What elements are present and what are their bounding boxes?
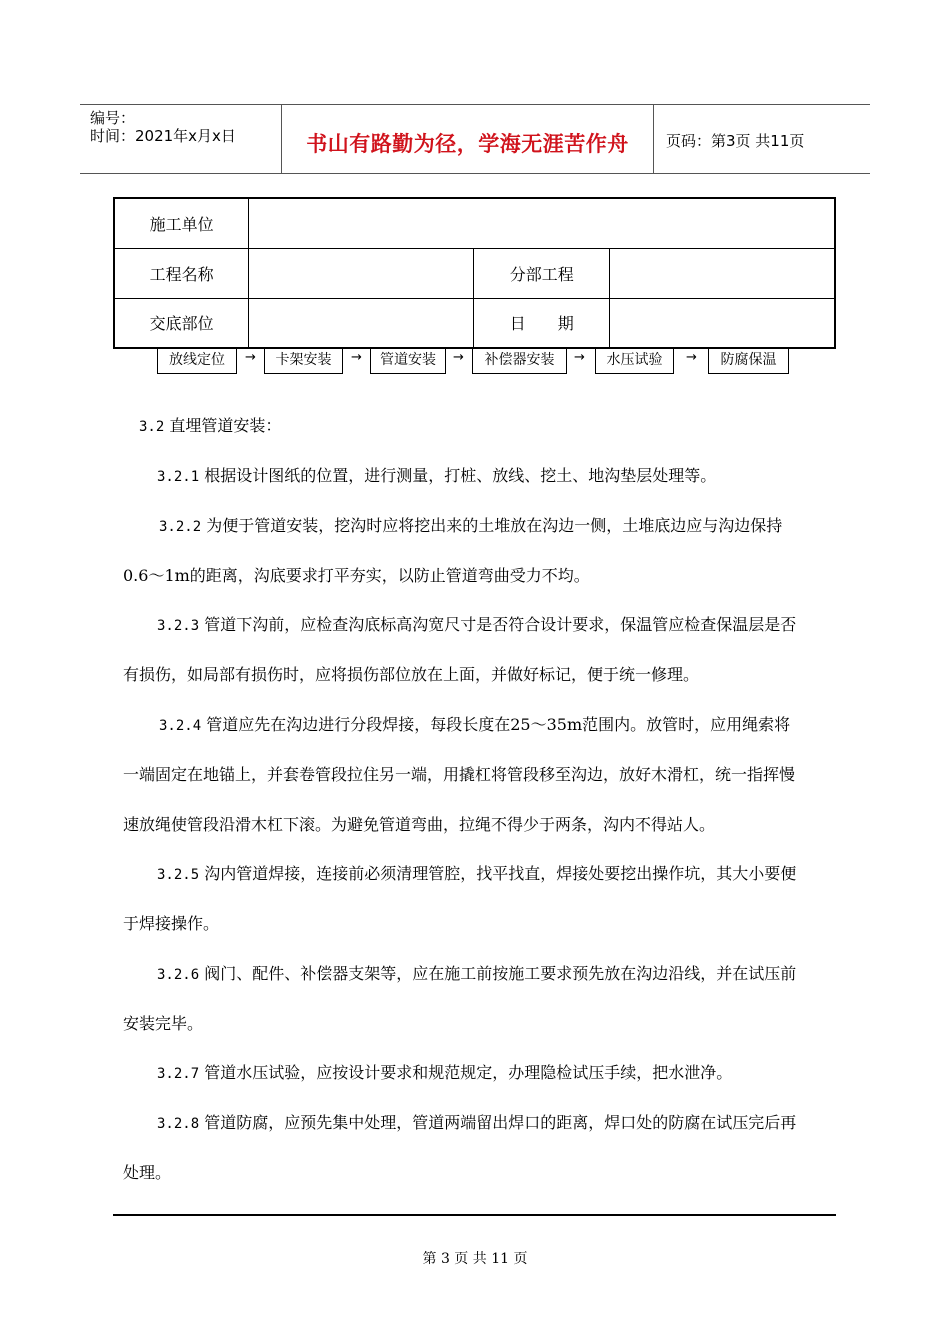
table-row xyxy=(114,198,835,248)
arrow-icon: → xyxy=(453,350,464,365)
header-page-label: 页码：第3页 共11页 xyxy=(666,132,805,150)
paragraph-3-2-4: 3.2.4 管道应先在沟边进行分段焊接，每段长度在25～35m范围内。放管时，应用绳索将 xyxy=(159,715,791,734)
header-motto-cell xyxy=(282,105,654,173)
paragraph-3-2-6: 3.2.6 阀门、配件、补偿器支架等，应在施工前按施工要求预先放在沟边沿线，并在试压前 xyxy=(157,964,797,983)
paragraph-3-2-3: 3.2.3 管道下沟前，应检查沟底标高沟宽尺寸是否符合设计要求，保温管应检查保温层是否 xyxy=(157,615,797,634)
paragraph-3-2-1: 3.2.1 根据设计图纸的位置，进行测量，打桩、放线、挖土、地沟垫层处理等。 xyxy=(157,466,717,485)
arrow-icon: → xyxy=(574,350,585,365)
header-page-cell xyxy=(654,105,870,173)
paragraph-3-2-3-cont: 有损伤，如局部有损伤时，应将损伤部位放在上面，并做好标记，便于统一修理。 xyxy=(123,665,700,684)
flow-step-4: 补偿器安装 xyxy=(472,347,567,374)
arrow-icon: → xyxy=(245,350,256,365)
sub-project-value xyxy=(610,248,835,298)
paragraph-3-2-6-cont: 安装完毕。 xyxy=(123,1014,204,1033)
motto: 书山有路勤为径，学海无涯苦作舟 xyxy=(306,132,629,156)
paragraph-3-2-8-cont: 处理。 xyxy=(123,1163,172,1182)
flow-step-5: 水压试验 xyxy=(595,347,674,374)
unit-value xyxy=(249,198,835,248)
info-table xyxy=(113,197,836,349)
paragraph-3-2-5-cont: 于焊接操作。 xyxy=(123,914,220,933)
paragraph-3-2-8: 3.2.8 管道防腐，应预先集中处理，管道两端留出焊口的距离，焊口处的防腐在试压完后再 xyxy=(157,1113,797,1132)
flow-step-2: 卡架安装 xyxy=(264,347,343,374)
footer-page-number: 第 3 页 共 11 页 xyxy=(422,1251,528,1267)
flow-step-3: 管道安装 xyxy=(370,347,446,374)
date-value xyxy=(610,298,835,348)
flow-step-1: 放线定位 xyxy=(157,347,237,374)
paragraph-3-2-4-cont1: 一端固定在地锚上，并套卷管段拉住另一端，用撬杠将管段移至沟边，放好木滑杠，统一指挥慢 xyxy=(123,765,796,784)
paragraph-3-2-2-cont: 0.6～1m的距离，沟底要求打平夯实，以防止管道弯曲受力不均。 xyxy=(123,566,590,585)
footer-divider xyxy=(113,1214,836,1216)
serial-label: 编号： xyxy=(90,109,136,127)
header-left-cell xyxy=(80,105,282,173)
part-label: 交底部位 xyxy=(114,298,249,348)
arrow-icon: → xyxy=(351,350,362,365)
arrow-icon: → xyxy=(686,350,697,365)
section-heading: 3.2 直埋管道安装： xyxy=(139,416,282,435)
document-header xyxy=(80,104,870,174)
paragraph-3-2-2: 3.2.2 为便于管道安装，挖沟时应将挖出来的土堆放在沟边一侧，土堆底边应与沟边保持 xyxy=(159,516,783,535)
table-row xyxy=(114,298,835,348)
project-label: 工程名称 xyxy=(114,248,249,298)
table-row xyxy=(114,248,835,298)
paragraph-3-2-4-cont2: 速放绳使管段沿滑木杠下滚。为避免管道弯曲，拉绳不得少于两条，沟内不得站人。 xyxy=(123,815,716,834)
paragraph-3-2-7: 3.2.7 管道水压试验，应按设计要求和规范规定，办理隐检试压手续，把水泄净。 xyxy=(157,1063,733,1082)
unit-label: 施工单位 xyxy=(114,198,249,248)
part-value xyxy=(249,298,474,348)
date-label: 日 期 xyxy=(474,298,610,348)
project-value xyxy=(249,248,474,298)
flow-step-6: 防腐保温 xyxy=(708,347,789,374)
paragraph-3-2-5: 3.2.5 沟内管道焊接，连接前必须清理管腔，找平找直，焊接处要挖出操作坑，其大小要便 xyxy=(157,864,797,883)
time-label: 时间：2021年x月x日 xyxy=(90,127,236,145)
sub-project-label: 分部工程 xyxy=(474,248,610,298)
